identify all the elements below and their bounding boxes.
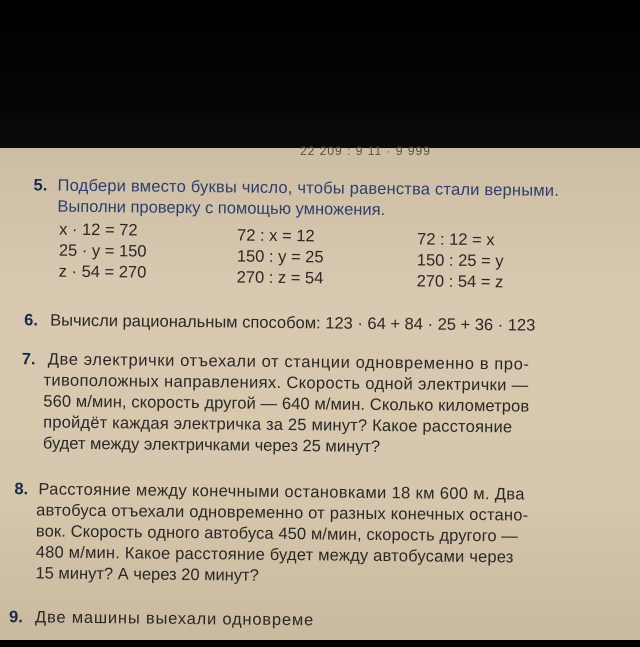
task8-line1: Расстояние между конечными остановками 18 км 600 м. Два <box>38 480 525 504</box>
task5-col3-eq2: 150 : 25 = y <box>416 251 504 271</box>
task5-col3-eq1: 72 : 12 = x <box>416 230 495 250</box>
task5-col1-eq1: x · 12 = 72 <box>59 220 138 240</box>
task9-text: Две машины выехали одновреме <box>34 608 315 630</box>
task7-line2: тивоположных направлениях. Скорость одной электрички — <box>43 371 529 395</box>
task5-number: 5. <box>33 176 48 195</box>
cut-off-top-line: 22 209 : 9 11 · 9 999 <box>300 144 431 158</box>
task5-col3-eq3: 270 : 54 = z <box>416 272 504 292</box>
task8-line2: автобуса отъехали одновременно от разных конечных остано- <box>36 501 529 525</box>
task8-line5: 15 минут? А через 20 минут? <box>35 564 259 585</box>
task5-line1: Подбери вместо буквы число, чтобы равенства стали верными. <box>57 176 560 200</box>
task7-line1: Две электрички отъехали от станции одновременно в про- <box>47 350 530 374</box>
task5-col1-eq3: z · 54 = 270 <box>58 262 147 282</box>
task7-line4: пройдёт каждая электричка за 25 минут? Какое расстояние <box>43 413 513 437</box>
task8-number: 8. <box>14 480 29 499</box>
task5-col1-eq2: 25 · y = 150 <box>58 241 147 261</box>
task5-col2-eq3: 270 : z = 54 <box>236 268 324 288</box>
task5-col2-eq2: 150 : y = 25 <box>236 247 324 267</box>
task9-number: 9. <box>8 608 23 627</box>
dark-background <box>0 0 640 148</box>
task8-line3: вок. Скорость одного автобуса 450 м/мин, скорость другого — <box>35 522 519 546</box>
task5-col2-eq1: 72 : x = 12 <box>237 226 315 246</box>
task7-line5: будет между электричками через 25 минут? <box>42 434 381 456</box>
task6-number: 6. <box>24 311 39 330</box>
task7-number: 7. <box>21 350 36 369</box>
textbook-page <box>0 144 640 640</box>
task5-line2: Выполни проверку с помощью умножения. <box>57 197 386 220</box>
task6-text: Вычисли рациональным способом: 123 · 64 + 84 · 25 + 36 · 123 <box>50 311 536 335</box>
task8-line4: 480 м/мин. Какое расстояние будет между автобусами через <box>35 543 514 567</box>
task7-line3: 560 м/мин, скорость другой — 640 м/мин. Сколько километров <box>43 392 530 416</box>
